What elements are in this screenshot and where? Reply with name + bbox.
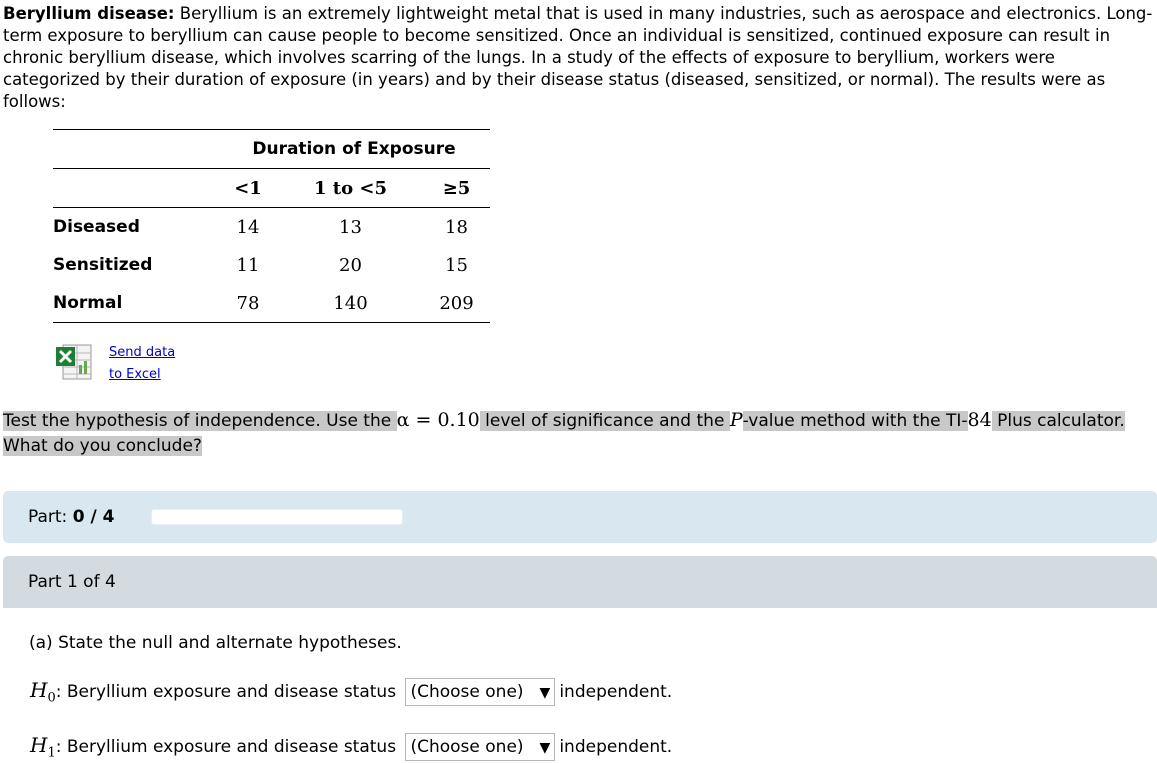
row-label: Sensitized [53, 255, 153, 275]
part-header [3, 556, 1157, 608]
to-excel-link[interactable]: to Excel [109, 367, 161, 382]
send-data-link[interactable]: Send data [109, 345, 176, 360]
table-cell: 140 [278, 284, 423, 323]
chevron-down-icon[interactable]: ▼ [539, 740, 551, 756]
null-hypothesis [30, 678, 672, 706]
row-label: Normal [53, 284, 218, 323]
question-conclude: What do you conclude? [3, 436, 202, 456]
alpha-value: α = 0.10 [396, 409, 480, 431]
table-cell: 14 [236, 216, 260, 238]
table-cell: 11 [236, 254, 260, 276]
table-cell: 209 [423, 284, 490, 323]
progress-track [151, 509, 403, 525]
h1-subscript: 1 [47, 745, 56, 761]
table-row-diseased [53, 208, 490, 247]
ti-number: 84 [967, 409, 992, 431]
part-progress-label [28, 507, 114, 527]
h0-select[interactable] [405, 678, 555, 706]
question-text [3, 408, 1157, 459]
table-row-sensitized [53, 246, 490, 284]
h1-select-value[interactable]: (Choose one) [410, 737, 524, 757]
column-header-ge5: ≥5 [423, 169, 490, 208]
alternate-hypothesis [30, 733, 672, 761]
table-group-header-row [53, 130, 490, 169]
question-part: Plus calculator. [991, 411, 1125, 431]
question-part: Test the hypothesis of independence. Use the [3, 411, 397, 431]
part-progress-value: 0 / 4 [72, 507, 115, 527]
table-cell: 13 [339, 216, 362, 238]
h1-symbol: H [30, 733, 48, 757]
table-cell: 78 [218, 284, 278, 323]
table-row-normal [53, 284, 490, 323]
h0-symbol: H [30, 678, 48, 702]
h0-text: : Beryllium exposure and disease status [55, 682, 397, 702]
chevron-down-icon[interactable]: ▼ [539, 685, 551, 701]
table-cell: 20 [339, 254, 362, 276]
progress-bar-panel [3, 491, 1157, 543]
subquestion-a: (a) State the null and alternate hypotheses. [29, 633, 402, 653]
h0-after-text: independent. [559, 682, 673, 702]
h1-select[interactable] [405, 733, 555, 761]
table-cell: 18 [445, 216, 468, 238]
table-column-header-row [53, 169, 490, 208]
row-label: Diseased [53, 217, 140, 237]
h0-select-value[interactable]: (Choose one) [410, 682, 524, 702]
question-part: level of significance and the [479, 411, 730, 431]
h1-after-text: independent. [559, 737, 673, 757]
problem-description: Beryllium is an extremely lightweight metal that is used in many industries, such as aerospace and electronics. Long-term exposure to beryllium can cause people to become sensitized. Once an individual is sensitized, continued exposure can result in chronic beryllium disease, which involves scarring of the lungs. In a study of the effects of exposure to beryllium, workers were categorized by their duration of exposure (in years) and by their disease status (diseased, sensitized, or normal). The results were as follows: [3, 4, 1153, 111]
question-part: -value method with the TI- [742, 411, 968, 431]
problem-intro [3, 3, 1153, 113]
table-cell: 15 [445, 254, 468, 276]
part-1-label: Part 1 of 4 [28, 572, 116, 592]
column-header-lt1: <1 [218, 169, 278, 208]
duration-header: Duration of Exposure [218, 130, 490, 169]
h0-subscript: 0 [47, 690, 56, 706]
p-variable: P [729, 409, 743, 431]
excel-icon[interactable] [55, 343, 93, 381]
h1-text: : Beryllium exposure and disease status [55, 737, 397, 757]
part-label-text: Part: [28, 507, 68, 527]
column-header-1to5: 1 to <5 [278, 169, 423, 208]
problem-title: Beryllium disease: [3, 4, 175, 23]
contingency-table [53, 129, 490, 323]
